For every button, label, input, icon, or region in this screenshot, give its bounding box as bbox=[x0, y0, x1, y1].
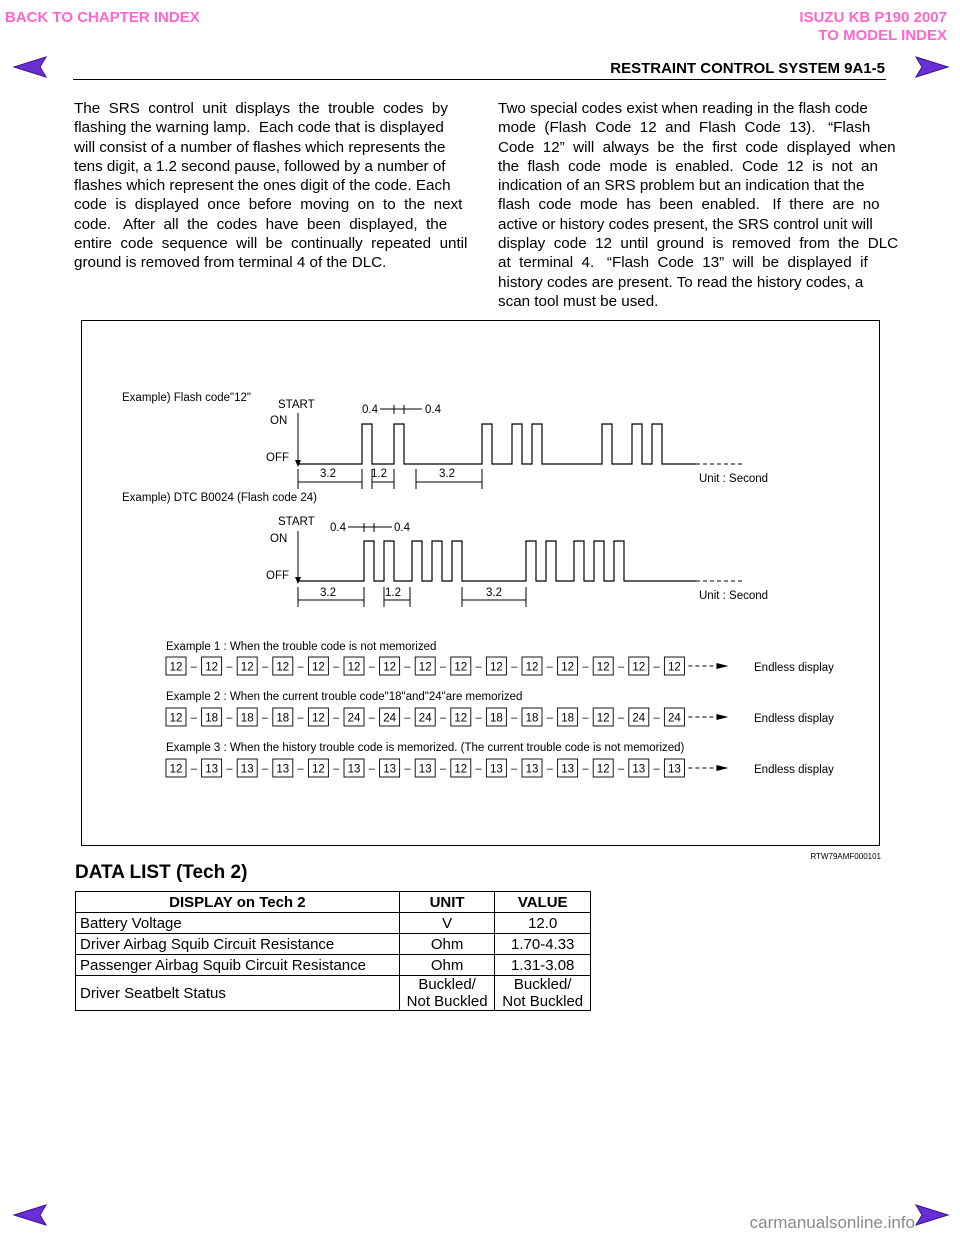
left-line: flashing the warning lamp. Each code that is displayed bbox=[74, 119, 444, 137]
ex1-pulse-label-right: 0.4 bbox=[425, 404, 441, 416]
code-separator: – bbox=[190, 661, 197, 673]
page-header-title: RESTRAINT CONTROL SYSTEM 9A1-5 bbox=[610, 60, 885, 77]
prev-page-arrow-icon[interactable] bbox=[12, 55, 52, 79]
ex2-waveform bbox=[298, 541, 696, 581]
code-separator: – bbox=[333, 661, 340, 673]
to-model-index: TO MODEL INDEX bbox=[818, 27, 947, 44]
code-separator: – bbox=[439, 763, 447, 775]
code-value: 18 bbox=[490, 712, 503, 725]
left-line: code. After all the codes have been displayed, the bbox=[74, 215, 448, 233]
right-line: scan tool must be used. bbox=[498, 292, 659, 310]
code-separator: – bbox=[226, 763, 233, 775]
flash-code-figure bbox=[81, 320, 880, 846]
code-separator: – bbox=[475, 712, 482, 724]
example2-sequence bbox=[166, 708, 728, 726]
code-value: 24 bbox=[668, 712, 681, 725]
code-value: 13 bbox=[276, 763, 290, 776]
watermark: carmanualsonline.info bbox=[749, 1213, 915, 1232]
code-separator: – bbox=[333, 712, 340, 724]
code-separator: – bbox=[368, 661, 375, 673]
row-value: 1.31-3.08 bbox=[495, 955, 591, 976]
ex2-title: Example) DTC B0024 (Flash code 24) bbox=[122, 492, 317, 504]
code-value: 24 bbox=[632, 712, 646, 725]
example3-endless: Endless display bbox=[754, 764, 834, 776]
code-value: 24 bbox=[418, 712, 432, 725]
code-separator: – bbox=[582, 712, 589, 724]
right-paragraph bbox=[498, 99, 899, 311]
code-separator: – bbox=[617, 661, 625, 673]
code-value: 12 bbox=[454, 712, 468, 725]
code-separator: – bbox=[226, 712, 233, 724]
code-separator: – bbox=[511, 712, 518, 724]
code-value: 12 bbox=[418, 661, 432, 674]
code-separator: – bbox=[226, 661, 233, 673]
left-line: ground is removed from terminal 4 of the DLC. bbox=[74, 254, 387, 272]
row-unit-line2: Not Buckled bbox=[406, 993, 488, 1010]
code-separator: – bbox=[617, 712, 625, 724]
left-line: tens digit, a 1.2 second pause, followed by a number of bbox=[74, 157, 446, 175]
back-to-chapter-link[interactable]: BACK TO CHAPTER INDEX bbox=[5, 9, 200, 26]
code-value: 13 bbox=[525, 763, 539, 776]
ex2-gap-between: 3.2 bbox=[486, 587, 502, 599]
ex1-off-label: OFF bbox=[266, 452, 289, 464]
code-value: 13 bbox=[347, 763, 361, 776]
row-unit: V bbox=[399, 913, 495, 934]
row-value-line2: Not Buckled bbox=[502, 993, 584, 1010]
ex2-unit: Unit : Second bbox=[699, 590, 769, 602]
model-index-link[interactable] bbox=[799, 9, 947, 45]
example1-title: Example 1 : When the trouble code is not memorized bbox=[166, 641, 437, 653]
code-separator: – bbox=[653, 661, 660, 673]
code-value: 12 bbox=[312, 763, 325, 776]
code-value: 18 bbox=[276, 712, 290, 725]
row-display: Driver Seatbelt Status bbox=[76, 976, 400, 1011]
header-unit: UNIT bbox=[399, 892, 495, 913]
right-line: indication of an SRS problem but an indication that the bbox=[498, 177, 865, 195]
continuation-arrow-icon bbox=[716, 714, 728, 720]
continuation-arrow-icon bbox=[716, 663, 728, 669]
right-line: flash code mode has been enabled. If there are no bbox=[498, 196, 880, 214]
header-display: DISPLAY on Tech 2 bbox=[76, 892, 400, 913]
code-separator: – bbox=[511, 661, 518, 673]
figure-caption: RTW79AMF000101 bbox=[810, 852, 881, 861]
example1-endless: Endless display bbox=[754, 662, 834, 674]
row-unit: Ohm bbox=[399, 955, 495, 976]
code-value: 12 bbox=[347, 661, 361, 674]
ex1-gap-between: 3.2 bbox=[439, 468, 455, 480]
data-list-title: DATA LIST (Tech 2) bbox=[75, 862, 248, 883]
example3-title: Example 3 : When the history trouble code is memorized. (The current trouble code is not memorized) bbox=[166, 742, 685, 754]
code-value: 18 bbox=[205, 712, 218, 725]
code-value: 12 bbox=[312, 712, 325, 725]
code-value: 12 bbox=[454, 661, 468, 674]
right-line: display code 12 until ground is removed from the DLC bbox=[498, 235, 899, 253]
ex1-start-label: START bbox=[278, 399, 315, 411]
ex1-unit: Unit : Second bbox=[699, 473, 769, 485]
code-separator: – bbox=[368, 763, 375, 775]
ex2-gap-short: 1.2 bbox=[385, 587, 401, 599]
code-value: 24 bbox=[383, 712, 396, 725]
right-line: mode (Flash Code 12 and Flash Code 13). “Flash bbox=[498, 119, 871, 137]
code-value: 12 bbox=[561, 661, 574, 674]
row-value bbox=[495, 976, 591, 1011]
code-value: 12 bbox=[454, 763, 468, 776]
code-value: 13 bbox=[383, 763, 396, 776]
ex1-pulse-label-left: 0.4 bbox=[362, 404, 378, 416]
example2-endless: Endless display bbox=[754, 713, 834, 725]
left-line: code is displayed once before moving on to the next bbox=[74, 196, 463, 214]
code-value: 12 bbox=[205, 661, 218, 674]
code-separator: – bbox=[297, 712, 304, 724]
row-value: 1.70-4.33 bbox=[495, 934, 591, 955]
code-value: 24 bbox=[347, 712, 361, 725]
code-value: 13 bbox=[240, 763, 254, 776]
code-separator: – bbox=[333, 763, 340, 775]
table-header-row bbox=[76, 892, 591, 913]
row-unit-line1: Buckled/ bbox=[418, 976, 476, 993]
code-separator: – bbox=[261, 763, 269, 775]
code-value: 12 bbox=[240, 661, 254, 674]
row-unit bbox=[399, 976, 495, 1011]
example2-title: Example 2 : When the current trouble code"18"and"24"are memorized bbox=[166, 691, 523, 703]
header-rule bbox=[73, 79, 886, 80]
code-value: 12 bbox=[312, 661, 325, 674]
code-value: 12 bbox=[169, 712, 183, 725]
ex1-title: Example) Flash code"12" bbox=[122, 392, 251, 404]
code-separator: – bbox=[297, 661, 304, 673]
ex1-gap-start: 3.2 bbox=[320, 468, 336, 480]
ex2-gap-start: 3.2 bbox=[320, 587, 336, 599]
code-value: 13 bbox=[418, 763, 432, 776]
model-name: ISUZU KB P190 2007 bbox=[799, 9, 947, 26]
code-separator: – bbox=[368, 712, 375, 724]
code-separator: – bbox=[653, 763, 660, 775]
code-value: 12 bbox=[383, 661, 396, 674]
code-value: 13 bbox=[490, 763, 503, 776]
prev-page-arrow-bottom-icon[interactable] bbox=[12, 1203, 52, 1227]
code-separator: – bbox=[617, 763, 625, 775]
code-separator: – bbox=[653, 712, 660, 724]
right-line: Two special codes exist when reading in the flash code bbox=[498, 100, 868, 117]
code-separator: – bbox=[439, 661, 447, 673]
ex1-gap-short: 1.2 bbox=[371, 468, 387, 480]
table-row bbox=[76, 955, 591, 976]
continuation-arrow-icon bbox=[716, 765, 728, 771]
row-display: Battery Voltage bbox=[76, 913, 400, 934]
flash-code-diagram bbox=[82, 321, 879, 845]
code-separator: – bbox=[297, 763, 304, 775]
code-separator: – bbox=[582, 763, 589, 775]
left-line: flashes which represent the ones digit of the code. Each bbox=[74, 177, 451, 195]
code-separator: – bbox=[404, 712, 411, 724]
code-separator: – bbox=[475, 661, 482, 673]
code-value: 12 bbox=[525, 661, 539, 674]
right-line: history codes are present. To read the history codes, a bbox=[498, 273, 864, 291]
table-row bbox=[76, 913, 591, 934]
code-value: 12 bbox=[169, 661, 183, 674]
right-line: at terminal 4. “Flash Code 13” will be displayed if bbox=[498, 254, 868, 272]
code-value: 12 bbox=[596, 712, 610, 725]
table-row bbox=[76, 976, 591, 1011]
data-list-table bbox=[75, 891, 591, 1011]
code-separator: – bbox=[582, 661, 589, 673]
code-value: 18 bbox=[240, 712, 254, 725]
code-value: 12 bbox=[668, 661, 681, 674]
code-separator: – bbox=[261, 661, 269, 673]
code-value: 12 bbox=[596, 763, 610, 776]
code-value: 12 bbox=[632, 661, 646, 674]
next-page-arrow-bottom-icon[interactable] bbox=[910, 1203, 950, 1227]
right-line: the flash code mode is enabled. Code 12 is not an bbox=[498, 157, 878, 175]
code-separator: – bbox=[475, 763, 482, 775]
row-value: 12.0 bbox=[495, 913, 591, 934]
ex2-off-label: OFF bbox=[266, 570, 289, 582]
example3-sequence bbox=[166, 759, 728, 777]
code-separator: – bbox=[546, 712, 553, 724]
code-value: 13 bbox=[561, 763, 574, 776]
code-separator: – bbox=[546, 763, 553, 775]
row-display: Driver Airbag Squib Circuit Resistance bbox=[76, 934, 400, 955]
header-value: VALUE bbox=[495, 892, 591, 913]
row-unit: Ohm bbox=[399, 934, 495, 955]
row-display: Passenger Airbag Squib Circuit Resistance bbox=[76, 955, 400, 976]
code-separator: – bbox=[404, 661, 411, 673]
next-page-arrow-icon[interactable] bbox=[910, 55, 950, 79]
example1-sequence bbox=[166, 657, 728, 675]
code-value: 13 bbox=[205, 763, 218, 776]
code-value: 18 bbox=[561, 712, 574, 725]
left-line: will consist of a number of flashes which represents the bbox=[74, 138, 446, 156]
code-separator: – bbox=[190, 712, 197, 724]
code-value: 12 bbox=[490, 661, 503, 674]
ex1-waveform bbox=[298, 424, 696, 464]
right-line: active or history codes present, the SRS control unit will bbox=[498, 215, 873, 233]
code-separator: – bbox=[439, 712, 447, 724]
ex1-on-label: ON bbox=[270, 415, 288, 427]
code-value: 13 bbox=[668, 763, 681, 776]
code-value: 12 bbox=[276, 661, 290, 674]
code-value: 12 bbox=[169, 763, 183, 776]
right-line: Code 12” will always be the first code displayed when bbox=[498, 138, 896, 156]
code-value: 12 bbox=[596, 661, 610, 674]
ex2-start-label: START bbox=[278, 516, 315, 528]
table-row bbox=[76, 934, 591, 955]
left-line: The SRS control unit displays the trouble codes by bbox=[74, 100, 448, 117]
left-line: entire code sequence will be continually repeated until bbox=[74, 235, 468, 253]
ex2-pulse-label-left: 0.4 bbox=[330, 522, 346, 534]
code-value: 18 bbox=[525, 712, 539, 725]
code-separator: – bbox=[404, 763, 411, 775]
row-value-line1: Buckled/ bbox=[513, 976, 572, 993]
code-separator: – bbox=[261, 712, 269, 724]
left-paragraph bbox=[74, 99, 468, 273]
ex2-pulse-label-right: 0.4 bbox=[394, 522, 410, 534]
code-separator: – bbox=[546, 661, 553, 673]
code-value: 13 bbox=[632, 763, 646, 776]
code-separator: – bbox=[511, 763, 518, 775]
ex2-on-label: ON bbox=[270, 533, 288, 545]
code-separator: – bbox=[190, 763, 197, 775]
